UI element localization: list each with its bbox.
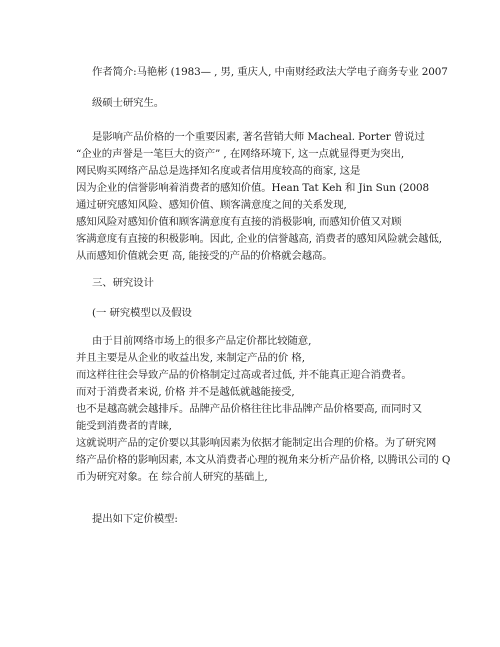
paragraph-2-line-2: 并且主要是从企业的收益出发, 来制定产品的价 格, (76, 352, 305, 364)
paragraph-2-line-4: 而对于消费者来说, 价格 并不是越低就越能接受, (76, 386, 295, 398)
section-heading: 三、研究设计 (92, 277, 154, 289)
author-note-line-2: 级硕士研究生。 (92, 97, 165, 109)
paragraph-1-line-2: “企业的声誉是一笔巨大的资产” , 在网络环境下, 这一点就显得更为突出, (76, 148, 405, 160)
paragraph-2-line-8: 络产品价格的影响因素, 本文从消费者心理的视角来分析产品价格, 以腾讯公司的 Q (76, 454, 451, 466)
paragraph-1-line-8: 从而感知价值就会更 高, 能接受的产品的价格就会越高。 (76, 250, 333, 262)
paragraph-1-line-4: 因为企业的信誉影响着消费者的感知价值。Hean Tat Keh 和 Jin Sun (2008 (76, 182, 430, 194)
paragraph-1-line-3: 网民购买网络产品总是选择知名度或者信用度较高的商家, 这是 (76, 165, 361, 177)
paragraph-1-line-7: 客满意度有直接的积极影响。因此, 企业的信誉越高, 消费者的感知风险就会越低, (76, 233, 442, 245)
paragraph-2-line-3: 而这样往往会导致产品的价格制定过高或者过低, 并不能真正迎合消费者。 (76, 369, 412, 381)
paragraph-2-line-9: 币为研究对象。在 综合前人研究的基础上, (76, 471, 268, 483)
paragraph-2-line-5: 也不是越高就会越排斥。品牌产品价格往往比非品牌产品价格要高, 而同时又 (76, 403, 422, 415)
author-note-line-1: 作者简介:马艳彬 (1983— , 男, 重庆人, 中南财经政法大学电子商务专业 2007 (92, 66, 448, 78)
paragraph-1-line-5: 通过研究感知风险、感知价值、顾客满意度之间的关系发现, (76, 199, 347, 211)
paragraph-2-line-1: 由于目前网络市场上的很多产品定价都比较随意, (92, 335, 312, 347)
paragraph-1-line-6: 感知风险对感知价值和顾客满意度有直接的消极影响, 而感知价值又对顾 (76, 216, 402, 228)
closing-line: 提出如下定价模型: (92, 513, 178, 525)
paragraph-2-line-6: 能受到消费者的青睐, (76, 420, 172, 432)
paragraph-1-line-1: 是影响产品价格的一个重要因素, 著名营销大师 Macheal. Porter 曾说过 (92, 131, 425, 143)
paragraph-2-line-7: 这就说明产品的定价要以其影响因素为依据才能制定出合理的价格。为了研究网 (76, 437, 437, 449)
subsection-heading: (一 研究模型以及假设 (92, 307, 192, 319)
